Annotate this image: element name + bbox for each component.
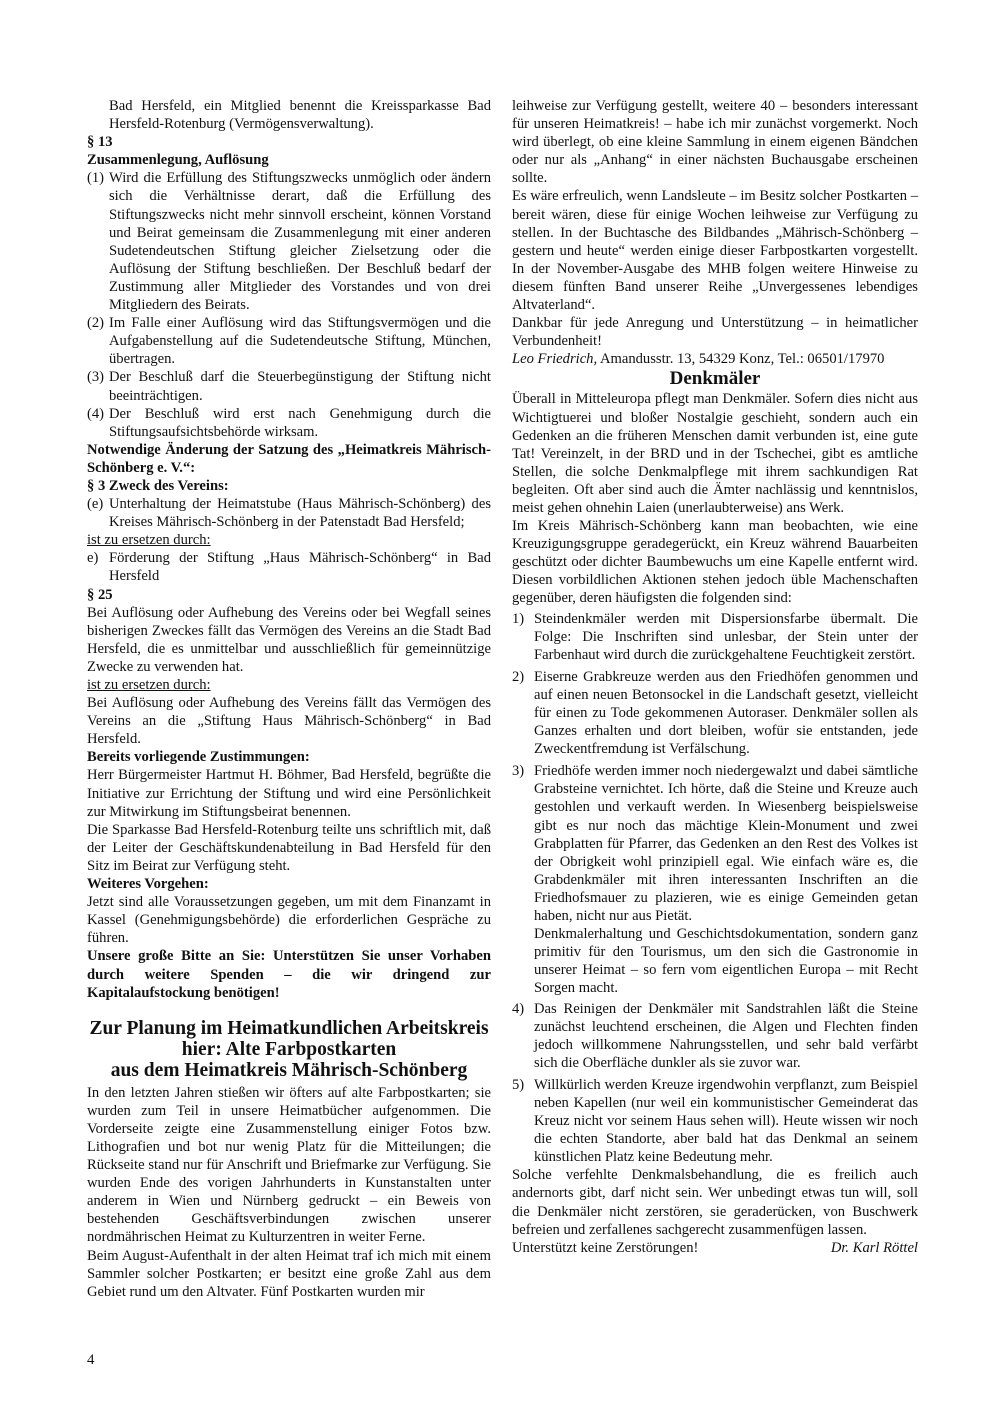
list-item-number bbox=[512, 925, 534, 997]
denkmal-list-item bbox=[512, 1076, 918, 1166]
section-25-text: Bei Auflösung oder Aufhebung des Vereins oder bei Wegfall seines bisherigen Zweckes fällt das Vermögen des Vereins an die Stadt Bad Hersfeld, die es unmittelbar und ausschließlich für gemeinnützige Zwecke zu verwenden hat. bbox=[87, 604, 491, 675]
list-item-text: Willkürlich werden Kreuze irgendwohin verpflanzt, zum Beispiel neben Kapellen (nur weil ein kommunistischer Gemeinderat das Kreuz nicht vor seinem Haus sehen will). Heute wissen wir noch die echten Standorte, aber bald hat das Denkmal an seinem künstlichen Platz keine Bedeutung mehr. bbox=[534, 1076, 918, 1166]
s13-item bbox=[87, 314, 491, 368]
article-paragraph: Beim August-Aufenthalt in der alten Heimat traf ich mich mit einem Sammler solcher Postkarten; er besitzt eine große Zahl aus dem Gebiet rund um den Altvater. Fünf Postkarten wurden mir bbox=[87, 1247, 491, 1300]
article-title-line: Zur Planung im Heimatkundlichen Arbeitskreis bbox=[89, 1017, 489, 1039]
next-steps-title: Weiteres Vorgehen: bbox=[87, 876, 209, 893]
article-title-line: aus dem Heimatkreis Mährisch-Schönberg bbox=[110, 1059, 468, 1081]
author-line bbox=[512, 350, 918, 368]
s13-item-text: Im Falle einer Auflösung wird das Stiftungsvermögen und die Aufgabenstellung auf die Sudetendeutsche Stiftung, München, übertragen. bbox=[109, 315, 491, 368]
list-item-text: Friedhöfe werden immer noch niedergewalzt und dabei sämtliche Grabsteine vernichtet. Ich hörte, daß die Steine und Kreuze auch gestohlen und verkauft werden. In Wiesenberg beispielsweise gibt es nur noch das mächtige Klein-Monument und zwei Grabplatten für Pfarrer, das Gedenken an den Rest des Volkes ist der Obrigkeit wohl prinzipiell egal. Wie einfach wäre es, die Grabdenkmäler mit ihren interessanten Inschriften an die Friedhofsmauer zu plazieren, wie es einige Gemeinden getan haben, nicht nur aus Pietät. bbox=[534, 763, 918, 925]
section-13-heading: § 13 bbox=[87, 134, 113, 151]
list-item-number: 5) bbox=[512, 1076, 525, 1093]
denkmaeler-paragraph: Überall in Mitteleuropa pflegt man Denkmäler. Sofern dies nicht aus Wichtigtuerei und bloßer Nostalgie geschieht, sondern auch ein Gedenken an die früheren Menschen damit verbunden ist, eine gute Tat! Vereinzelt, in der BRD und in der Tschechei, gibt es amtliche Stellen, die solche Denkmalpflege mit ihrem sachkundigen Rat begleiten. Oft aber sind auch die Ämter nachlässig und kenntnislos, meist gehen ohnehin Laien (unerlaubterweise) ans Werk. bbox=[512, 391, 918, 516]
denkmal-list-item bbox=[512, 668, 918, 758]
s13-item bbox=[87, 169, 491, 314]
section-25-new-text: Bei Auflösung oder Aufhebung des Vereins fällt das Vermögen des Vereins an die „Stiftung Haus Mährisch-Schönberg“ in Bad Hersfeld. bbox=[87, 695, 491, 748]
s13-item-number: (4) bbox=[87, 405, 105, 422]
s13-item-number: (1) bbox=[87, 170, 105, 187]
s3-new-text: Förderung der Stiftung „Haus Mährisch-Schönberg“ in Bad Hersfeld bbox=[109, 550, 491, 585]
section-3-heading: § 3 Zweck des Vereins: bbox=[87, 477, 229, 494]
conclusion-last-line: Unterstützt keine Zerstörungen! bbox=[512, 1239, 699, 1256]
s3-item-number: (e) bbox=[87, 496, 104, 513]
s13-item-number: (3) bbox=[87, 369, 105, 386]
list-item-number: 1) bbox=[512, 610, 525, 627]
replace-label: ist zu ersetzen durch: bbox=[87, 677, 211, 693]
donation-appeal: Unsere große Bitte an Sie: Unterstützen Sie unser Vorhaben durch weitere Spenden – die wir dringend zur Kapitalaufstockung benötigen! bbox=[87, 948, 491, 1001]
denkmal-list-item bbox=[512, 610, 918, 664]
s13-item bbox=[87, 368, 491, 404]
denkmaeler-heading: Denkmäler bbox=[669, 368, 761, 390]
list-item-text: Eiserne Grabkreuze werden aus den Friedhöfen genommen und auf einen neuen Betonsockel in die Landschaft gesetzt, vielleicht für einen zu Tode gekommenen Autoraser. Denkmäler sollen als Ganzes erhalten und dort bleiben, wofür sie entstanden, jede Zweckentfremdung ist Verfälschung. bbox=[534, 668, 918, 758]
denkmal-list-item bbox=[512, 925, 918, 997]
denkmaeler-paragraph: Im Kreis Mährisch-Schönberg kann man beobachten, wie eine Kreuzigungsgruppe geradegerückt, ein Kreuz während Bauarbeiten geschützt oder dichter Baumbewuchs um eine Kapelle entfernt wird. Diesen vorbildlichen Aktionen stehen jedoch üble Machenschaften gegenüber, deren häufigsten die folgenden sind: bbox=[512, 518, 918, 607]
s13-item-text: Der Beschluß darf die Steuerbegünstigung der Stiftung nicht beeinträchtigen. bbox=[109, 369, 491, 404]
page-number: 4 bbox=[87, 1352, 95, 1368]
article-continuation: leihweise zur Verfügung gestellt, weitere 40 – besonders interessant für unseren Heimatkreis! – habe ich mir zunächst vorgemerkt. Noch wird überlegt, ob eine kleine Sammlung in einem eigenen Bändchen oder nur als „Anhang“ in einer nächsten Buchausgabe erscheinen sollte. bbox=[512, 98, 918, 187]
signature: Dr. Karl Röttel bbox=[830, 1239, 918, 1256]
right-column bbox=[512, 97, 918, 1257]
article-title-line: hier: Alte Farbpostkarten bbox=[181, 1038, 397, 1060]
replace-label: ist zu ersetzen durch: bbox=[87, 532, 211, 549]
list-item-number: 4) bbox=[512, 1000, 525, 1017]
denkmaeler-conclusion: Solche verfehlte Denkmalsbehandlung, die es freilich auch andernorts gibt, darf nicht sein. Wer unbedingt etwas tun will, soll die Denkmäler nicht zerstören, sie geraderücken, von Buschwerk befreien und zerfallenes sachgerecht zusammenfügen lassen. bbox=[512, 1167, 918, 1238]
list-item-text: Das Reinigen der Denkmäler mit Sandstrahlen läßt die Steine zunächst leuchtend erscheinen, die Algen und Flechten finden jedoch willkommene Nahrungsstellen, und sehr bald verfärbt sich die Oberfläche dunkler als sie zuvor war. bbox=[534, 1000, 918, 1071]
intro-paragraph: Bad Hersfeld, ein Mitglied benennt die Kreissparkasse Bad Hersfeld-Rotenburg (Vermögensverwaltung). bbox=[109, 98, 491, 133]
list-item-number: 3) bbox=[512, 763, 525, 780]
denkmal-list-item bbox=[512, 762, 918, 925]
s3-item-text: Unterhaltung der Heimatstube (Haus Mährisch-Schönberg) des Kreises Mährisch-Schönberg in der Patenstadt Bad Hersfeld; bbox=[109, 496, 491, 531]
article-paragraph: Dankbar für jede Anregung und Unterstützung – in heimatlicher Verbundenheit! bbox=[512, 315, 918, 350]
consents-title: Bereits vorliegende Zustimmungen: bbox=[87, 749, 310, 766]
section-25-heading: § 25 bbox=[87, 586, 113, 603]
s3-new-item bbox=[87, 549, 491, 585]
list-item-text: Denkmalerhaltung und Geschichtsdokumentation, sondern ganz primitiv für den Tourismus, um den sich die Gastronomie in unserer Heimat – so fern vom eigentlichen Europa – mit Recht Sorgen macht. bbox=[534, 926, 918, 997]
signature-row bbox=[512, 1239, 918, 1257]
list-item-text: Steindenkmäler werden mit Dispersionsfarbe übermalt. Die Folge: Die Inschriften sind unlesbar, der Stein unter der Farbenhaut wird durch die zurückgehaltene Feuchtigkeit zerstört. bbox=[534, 610, 918, 663]
s13-item-number: (2) bbox=[87, 315, 105, 332]
denkmal-list-item bbox=[512, 1000, 918, 1072]
s13-item-text: Wird die Erfüllung des Stiftungszwecks unmöglich oder ändern sich die Verhältnisse derart, daß die Erfüllung des Stiftungszwecks nicht mehr sinnvoll erscheint, können Vorstand und Beirat gemeinsam die Zusammenlegung mit einer anderen Sudetendeutschen Stiftung gleicher Zielsetzung oder die Auflösung der Stiftung beschließen. Der Beschluß bedarf der Zustimmung aller Mitglieder des Vorstandes und von drei Mitgliedern des Beirats. bbox=[109, 170, 491, 314]
s13-item bbox=[87, 405, 491, 441]
article-paragraph: In den letzten Jahren stießen wir öfters auf alte Farbpostkarten; sie wurden zum Teil in unsere Heimatbücher aufgenommen. Die Vorderseite zeigte eine Zusammenstellung einiger Fotos bzw. Lithografien und bot nur wenig Platz für die Mitteilungen; die Rückseite stand nur für Anschrift und Briefmarke zur Verfügung. Sie wurden Ende des vorigen Jahrhunderts in Kunstanstalten unter anderem in Wien und Nürnberg gedruckt – ein Beweis von bestehenden Geschäftsverbindungen zwischen unserer nordmährischen Heimat zu Kulturzentren in weiter Ferne. bbox=[87, 1084, 491, 1246]
consent-paragraph: Die Sparkasse Bad Hersfeld-Rotenburg teilte uns schriftlich mit, daß der Leiter der Geschäftskundenabteilung in Bad Hersfeld für den Sitz im Beirat zur Verfügung steht. bbox=[87, 821, 491, 874]
article-paragraph: Es wäre erfreulich, wenn Landsleute – im Besitz solcher Postkarten – bereit wären, diese für einige Wochen leihweise zur Verfügung zu stellen. In der Buchtasche des Bildbandes „Mährisch-Schönberg – gestern und heute“ werden einige dieser Farbpostkarten vorgestellt. In der November-Ausgabe des MHB folgen weitere Hinweise zu diesem fünften Band unserer Reihe „Unvergessenes lebendiges Altvaterland“. bbox=[512, 188, 918, 314]
statute-change-title: Notwendige Änderung der Satzung des „Heimatkreis Mährisch-Schönberg e. V.“: bbox=[87, 441, 491, 476]
s13-item-text: Der Beschluß wird erst nach Genehmigung durch die Stiftungsaufsichtsbehörde wirksam. bbox=[109, 405, 491, 440]
author-name: Leo Friedrich, bbox=[512, 351, 598, 368]
left-column bbox=[87, 97, 491, 1301]
section-13-title: Zusammenlegung, Auflösung bbox=[87, 152, 269, 169]
next-steps-text: Jetzt sind alle Voraussetzungen gegeben, um mit dem Finanzamt in Kassel (Genehmigungsbehörde) die erforderlichen Gespräche zu führen. bbox=[87, 894, 491, 947]
s3-item bbox=[87, 495, 491, 531]
s3-new-number: e) bbox=[87, 550, 99, 567]
list-item-number: 2) bbox=[512, 668, 525, 685]
author-address: Amandusstr. 13, 54329 Konz, Tel.: 06501/17970 bbox=[597, 351, 885, 368]
consent-paragraph: Herr Bürgermeister Hartmut H. Böhmer, Bad Hersfeld, begrüßte die Initiative zur Errichtung der Stiftung und wird eine Persönlichkeit zur Mitwirkung im Stiftungsbeirat benennen. bbox=[87, 767, 491, 820]
